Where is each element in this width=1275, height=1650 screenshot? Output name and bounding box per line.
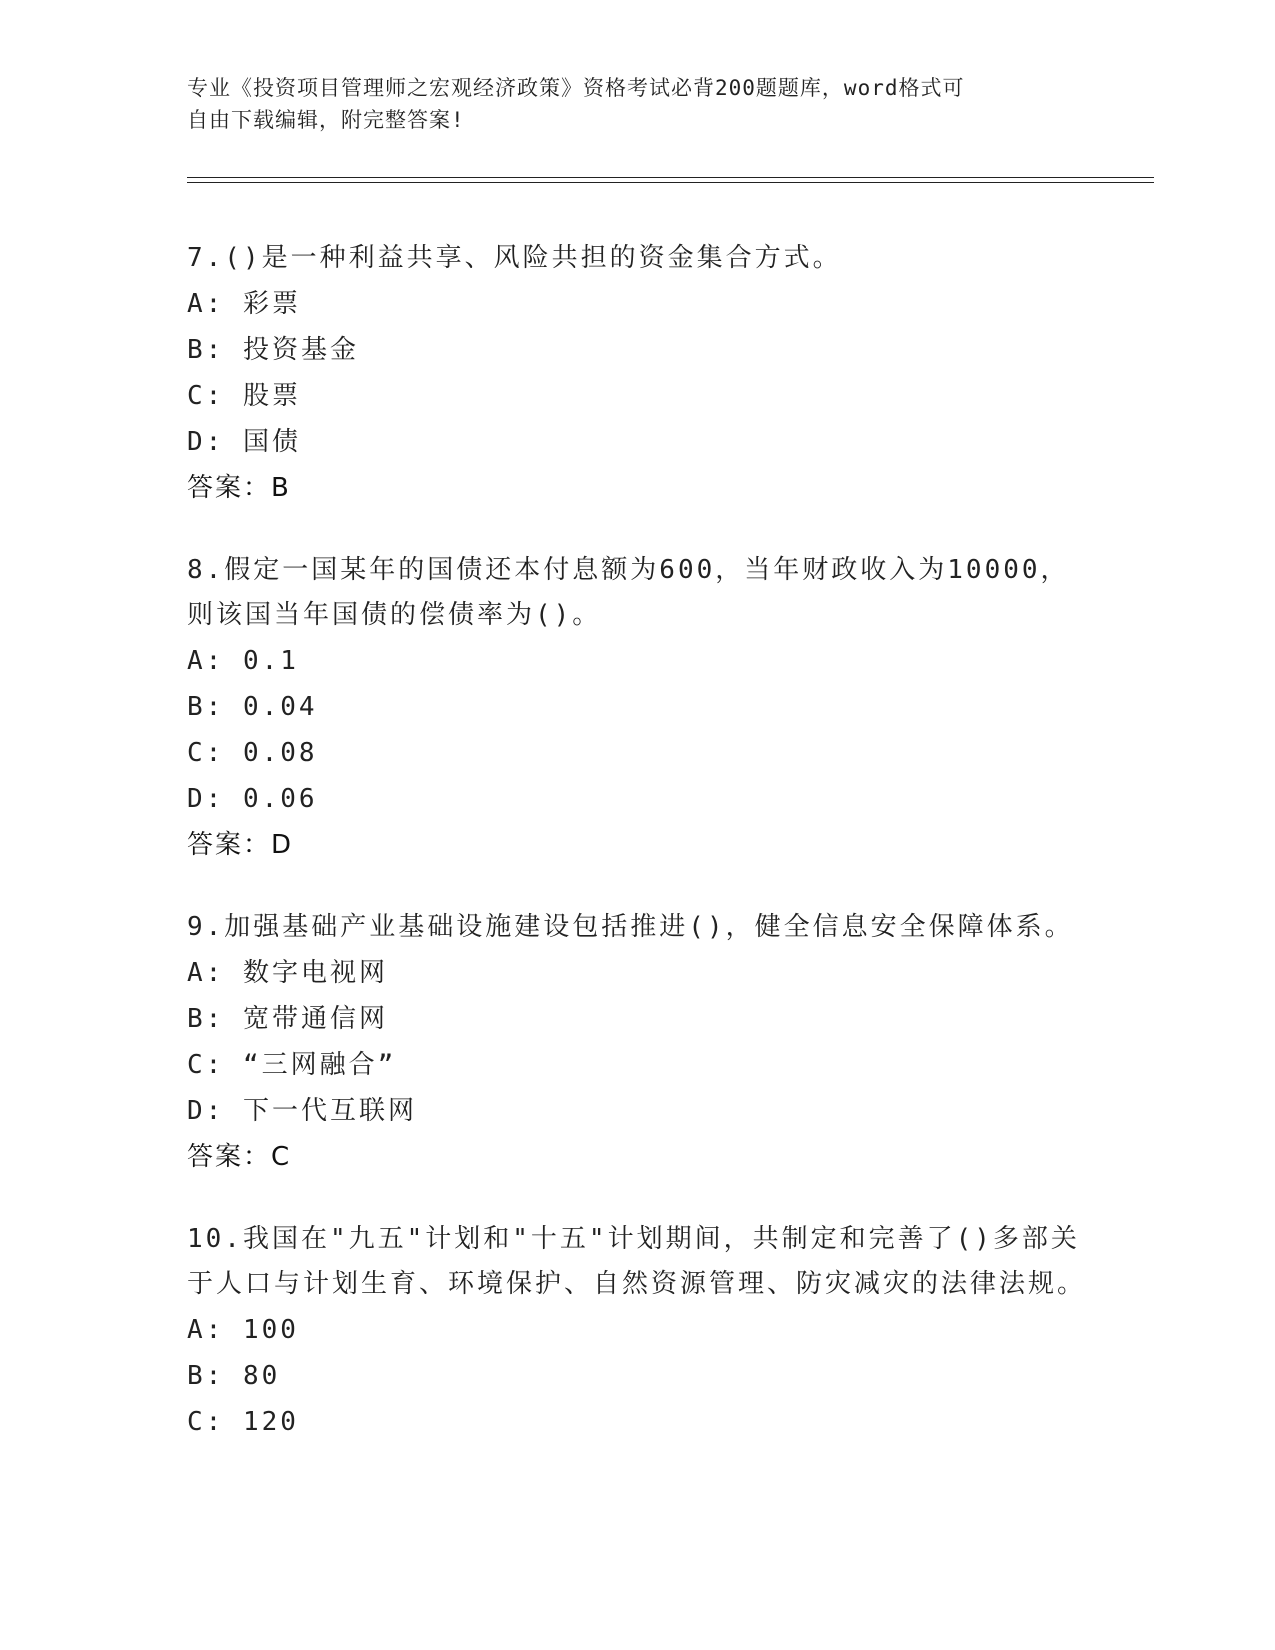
question-list — [187, 236, 1087, 1482]
answer-label: 答案：B — [187, 473, 291, 503]
option-c: C: “三网融合” — [187, 1050, 397, 1080]
question-9 — [187, 905, 1087, 1180]
option-d: D: 下一代互联网 — [187, 1096, 417, 1126]
option-b: B: 投资基金 — [187, 335, 359, 365]
question-text: 9.加强基础产业基础设施建设包括推进()，健全信息安全保障体系。 — [187, 912, 1074, 942]
option-d: D: 0.06 — [187, 784, 318, 814]
option-a: A: 数字电视网 — [187, 958, 388, 988]
option-c: C: 股票 — [187, 381, 301, 411]
answer-label: 答案：C — [187, 1142, 292, 1172]
option-c: C: 120 — [187, 1407, 299, 1437]
option-b: B: 宽带通信网 — [187, 1004, 388, 1034]
document-header — [187, 72, 1087, 136]
option-b: B: 0.04 — [187, 692, 318, 722]
header-divider-top — [187, 177, 1154, 178]
answer-label: 答案：D — [187, 830, 294, 860]
header-divider-bottom — [187, 182, 1154, 183]
option-a: A: 0.1 — [187, 646, 299, 676]
option-c: C: 0.08 — [187, 738, 318, 768]
option-a: A: 100 — [187, 1315, 299, 1345]
question-7 — [187, 236, 1087, 511]
option-d: D: 国债 — [187, 427, 301, 457]
option-a: A: 彩票 — [187, 289, 301, 319]
header-line-1: 专业《投资项目管理师之宏观经济政策》资格考试必背200题题库，word格式可 — [187, 76, 965, 100]
question-text: 8.假定一国某年的国债还本付息额为600，当年财政收入为10000，则该国当年国债的偿债率为()。 — [187, 555, 1070, 630]
question-text: 7.()是一种利益共享、风险共担的资金集合方式。 — [187, 243, 842, 273]
header-line-2: 自由下载编辑，附完整答案! — [187, 108, 465, 132]
question-8 — [187, 548, 1087, 868]
question-10 — [187, 1217, 1087, 1445]
option-b: B: 80 — [187, 1361, 281, 1391]
question-text: 10.我国在"九五"计划和"十五"计划期间，共制定和完善了()多部关于人口与计划生育、环境保护、自然资源管理、防灾减灾的法律法规。 — [187, 1224, 1087, 1299]
